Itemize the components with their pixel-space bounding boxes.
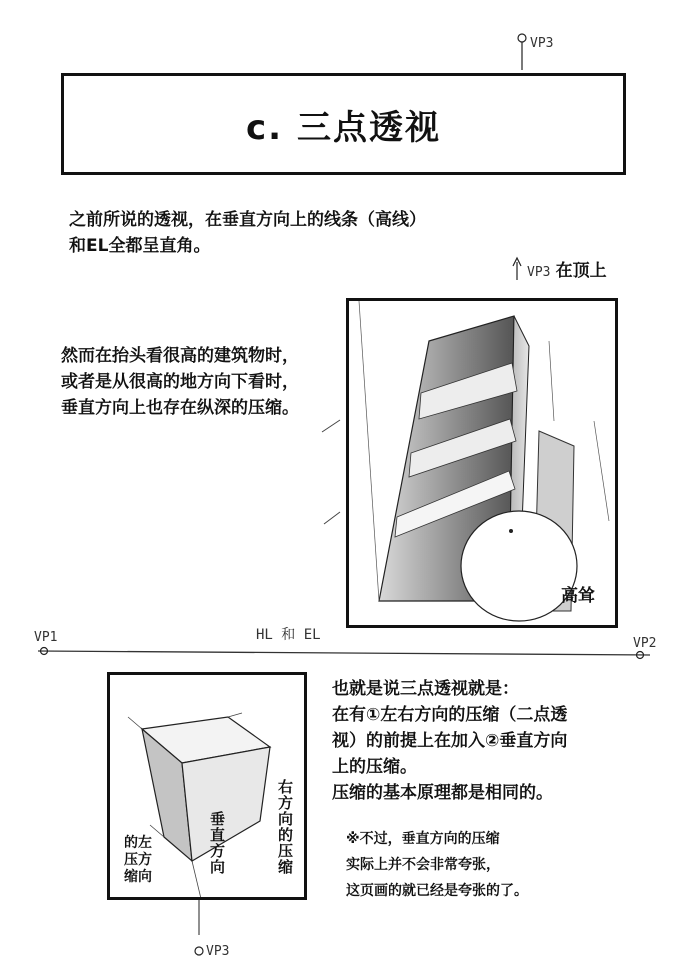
vp3-top-marker [518, 34, 526, 70]
explanation-line-4: 上的压缩。 [332, 757, 417, 777]
horizon-line [38, 651, 650, 655]
cube-right-label: 右方向的压缩 [276, 779, 294, 875]
building-panel [346, 298, 618, 628]
explanation-paragraph [332, 676, 567, 806]
vp3-bottom-label: VP3 [206, 944, 230, 959]
note-line-1: ※不过，垂直方向的压缩 [346, 831, 500, 847]
vp3-up-arrow [513, 258, 521, 280]
explanation-line-1: 也就是说三点透视就是： [332, 679, 519, 699]
vp1-label: VP1 [34, 630, 58, 645]
cube-left-line-1: 的左 [124, 835, 152, 851]
horizon-label: HL 和 EL [256, 627, 321, 643]
note-line-3: 这页画的就已经是夸张的了。 [346, 883, 528, 899]
vp3-note [527, 258, 607, 284]
intro-line-2: 和EL全都呈直角。 [69, 236, 211, 256]
cube-panel [107, 672, 307, 900]
explanation-line-3: 视）的前提上在加入②垂直方向 [332, 731, 568, 751]
vp2-label: VP2 [633, 636, 657, 651]
page-title: c. 三点透视 [246, 107, 441, 148]
note-line-2: 实际上并不会非常夸张， [346, 857, 500, 873]
note-paragraph [346, 826, 528, 904]
cube-left-line-3: 缩向 [124, 869, 152, 885]
middle-line-3: 垂直方向上也存在纵深的压缩。 [61, 398, 299, 418]
cube-left-line-2: 压方 [124, 852, 152, 868]
title-box [61, 73, 626, 175]
vp3-top-label: VP3 [530, 36, 554, 51]
vp3-note-text: 在顶上 [555, 261, 607, 281]
middle-paragraph [61, 343, 299, 421]
building-label: 高耸 [561, 586, 595, 606]
intro-line-1: 之前所说的透视，在垂直方向上的线条（高线） [69, 210, 426, 230]
middle-line-2: 或者是从很高的地方向下看时， [61, 372, 299, 392]
cube-left-label [124, 835, 152, 886]
explanation-line-2: 在有①左右方向的压缩（二点透 [332, 705, 568, 725]
building-illustration [349, 301, 615, 625]
explanation-line-5: 压缩的基本原理都是相同的。 [332, 783, 553, 803]
middle-line-1: 然而在抬头看很高的建筑物时， [61, 346, 299, 366]
cube-vertical-label: 垂直方向 [208, 811, 226, 875]
vp3-note-marker: VP3 [527, 265, 551, 280]
intro-paragraph [69, 207, 426, 259]
